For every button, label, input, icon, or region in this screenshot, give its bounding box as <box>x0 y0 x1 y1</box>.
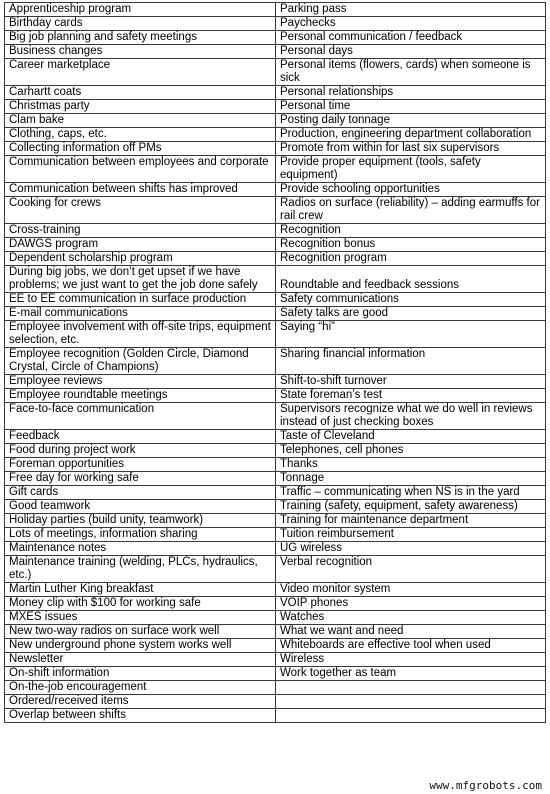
table-cell-right: Posting daily tonnage <box>276 114 546 128</box>
table-row <box>5 114 546 128</box>
table-cell-left: EE to EE communication in surface production <box>5 293 276 307</box>
table-row <box>5 128 546 142</box>
table-row <box>5 17 546 31</box>
table-cell-right: Radios on surface (reliability) – adding earmuffs for rail crew <box>276 197 546 224</box>
table-cell-right: Roundtable and feedback sessions <box>276 266 546 293</box>
table-cell-left: Food during project work <box>5 444 276 458</box>
table-row <box>5 375 546 389</box>
table-cell-right: Thanks <box>276 458 546 472</box>
table-cell-right: Sharing financial information <box>276 348 546 375</box>
table-cell-right: Personal communication / feedback <box>276 31 546 45</box>
table-cell-left: Ordered/received items <box>5 695 276 709</box>
table-body <box>5 3 546 723</box>
table-cell-right: Traffic – communicating when NS is in the yard <box>276 486 546 500</box>
table-row <box>5 86 546 100</box>
table-row <box>5 556 546 583</box>
table-cell-right: Work together as team <box>276 667 546 681</box>
table-cell-right: Safety communications <box>276 293 546 307</box>
table-cell-right: Wireless <box>276 653 546 667</box>
table-cell-left: During big jobs, we don’t get upset if we have problems; we just want to get the job done safely <box>5 266 276 293</box>
table-row <box>5 542 546 556</box>
table-row <box>5 224 546 238</box>
table-row <box>5 293 546 307</box>
table-row <box>5 266 546 293</box>
table-cell-right: Provide proper equipment (tools, safety equipment) <box>276 156 546 183</box>
table-row <box>5 500 546 514</box>
table-cell-left: Employee roundtable meetings <box>5 389 276 403</box>
table-cell-right: Personal relationships <box>276 86 546 100</box>
table-cell-right: Safety talks are good <box>276 307 546 321</box>
table-cell-right: Paychecks <box>276 17 546 31</box>
table-cell-left: Apprenticeship program <box>5 3 276 17</box>
table-cell-right: Shift-to-shift turnover <box>276 375 546 389</box>
table-cell-right: Saying “hi” <box>276 321 546 348</box>
table-cell-left: Free day for working safe <box>5 472 276 486</box>
table-cell-right <box>276 695 546 709</box>
table-cell-right: Tonnage <box>276 472 546 486</box>
table-row <box>5 100 546 114</box>
table-cell-right <box>276 709 546 723</box>
table-cell-left: Collecting information off PMs <box>5 142 276 156</box>
table-row <box>5 514 546 528</box>
table-cell-left: Holiday parties (build unity, teamwork) <box>5 514 276 528</box>
table-cell-right: Verbal recognition <box>276 556 546 583</box>
table-cell-left: Communication between shifts has improved <box>5 183 276 197</box>
table-cell-left: On-shift information <box>5 667 276 681</box>
table-row <box>5 667 546 681</box>
table-cell-left: Feedback <box>5 430 276 444</box>
table-row <box>5 59 546 86</box>
table-cell-right: Production, engineering department collaboration <box>276 128 546 142</box>
table-cell-left: Clothing, caps, etc. <box>5 128 276 142</box>
table-cell-right: What we want and need <box>276 625 546 639</box>
table-row <box>5 709 546 723</box>
table-cell-right: Promote from within for last six supervisors <box>276 142 546 156</box>
table-cell-left: New underground phone system works well <box>5 639 276 653</box>
table-row <box>5 458 546 472</box>
table-cell-right: Training for maintenance department <box>276 514 546 528</box>
table-cell-left: Employee involvement with off-site trips, equipment selection, etc. <box>5 321 276 348</box>
table-cell-left: E-mail communications <box>5 307 276 321</box>
table-row <box>5 681 546 695</box>
table-cell-right <box>276 681 546 695</box>
table-cell-left: Money clip with $100 for working safe <box>5 597 276 611</box>
table-row <box>5 611 546 625</box>
table-cell-right: Taste of Cleveland <box>276 430 546 444</box>
table-row <box>5 528 546 542</box>
table-row <box>5 3 546 17</box>
table-cell-left: Employee reviews <box>5 375 276 389</box>
table-cell-left: Martin Luther King breakfast <box>5 583 276 597</box>
table-row <box>5 183 546 197</box>
table-row <box>5 31 546 45</box>
table-row <box>5 307 546 321</box>
table-row <box>5 444 546 458</box>
table-row <box>5 156 546 183</box>
table-cell-left: Carhartt coats <box>5 86 276 100</box>
table-cell-left: Communication between employees and corporate <box>5 156 276 183</box>
table-row <box>5 197 546 224</box>
table-row <box>5 403 546 430</box>
table-cell-left: Cooking for crews <box>5 197 276 224</box>
table-cell-left: Clam bake <box>5 114 276 128</box>
table-cell-left: Face-to-face communication <box>5 403 276 430</box>
table-cell-left: Career marketplace <box>5 59 276 86</box>
suggestions-table <box>4 2 546 723</box>
table-row <box>5 472 546 486</box>
table-cell-left: Cross-training <box>5 224 276 238</box>
table-cell-left: Maintenance notes <box>5 542 276 556</box>
table-cell-right: UG wireless <box>276 542 546 556</box>
table-row <box>5 639 546 653</box>
table-cell-left: Big job planning and safety meetings <box>5 31 276 45</box>
watermark: www.mfgrobots.com <box>429 779 542 792</box>
table-cell-right: Personal time <box>276 100 546 114</box>
table-cell-right: Watches <box>276 611 546 625</box>
table-cell-right: State foreman’s test <box>276 389 546 403</box>
table-cell-right: Personal days <box>276 45 546 59</box>
table-cell-right: Personal items (flowers, cards) when someone is sick <box>276 59 546 86</box>
table-cell-left: Foreman opportunities <box>5 458 276 472</box>
table-cell-right: Recognition bonus <box>276 238 546 252</box>
table-cell-left: MXES issues <box>5 611 276 625</box>
table-cell-left: DAWGS program <box>5 238 276 252</box>
table-row <box>5 238 546 252</box>
table-cell-right: Telephones, cell phones <box>276 444 546 458</box>
table-cell-left: Overlap between shifts <box>5 709 276 723</box>
table-cell-right: Tuition reimbursement <box>276 528 546 542</box>
table-row <box>5 430 546 444</box>
table-cell-left: Christmas party <box>5 100 276 114</box>
table-cell-left: New two-way radios on surface work well <box>5 625 276 639</box>
table-cell-right: Whiteboards are effective tool when used <box>276 639 546 653</box>
table-cell-left: Maintenance training (welding, PLCs, hydraulics, etc.) <box>5 556 276 583</box>
table-row <box>5 252 546 266</box>
table-row <box>5 45 546 59</box>
table-cell-right: Recognition <box>276 224 546 238</box>
table-cell-left: Birthday cards <box>5 17 276 31</box>
table-cell-right: Recognition program <box>276 252 546 266</box>
table-cell-left: Newsletter <box>5 653 276 667</box>
table-cell-left: Dependent scholarship program <box>5 252 276 266</box>
table-cell-left: Gift cards <box>5 486 276 500</box>
table-row <box>5 486 546 500</box>
table-cell-left: Business changes <box>5 45 276 59</box>
table-cell-left: Lots of meetings, information sharing <box>5 528 276 542</box>
table-cell-left: Employee recognition (Golden Circle, Diamond Crystal, Circle of Champions) <box>5 348 276 375</box>
table-row <box>5 389 546 403</box>
table-cell-right: Training (safety, equipment, safety awareness) <box>276 500 546 514</box>
table-row <box>5 597 546 611</box>
table-cell-right: Supervisors recognize what we do well in reviews instead of just checking boxes <box>276 403 546 430</box>
table-row <box>5 348 546 375</box>
table-cell-right: Parking pass <box>276 3 546 17</box>
table-row <box>5 142 546 156</box>
table-cell-right: Provide schooling opportunities <box>276 183 546 197</box>
table-cell-left: On-the-job encouragement <box>5 681 276 695</box>
table-cell-right: Video monitor system <box>276 583 546 597</box>
table-row <box>5 653 546 667</box>
table-row <box>5 321 546 348</box>
table-cell-left: Good teamwork <box>5 500 276 514</box>
table-row <box>5 625 546 639</box>
table-row <box>5 695 546 709</box>
table-row <box>5 583 546 597</box>
table-cell-right: VOIP phones <box>276 597 546 611</box>
